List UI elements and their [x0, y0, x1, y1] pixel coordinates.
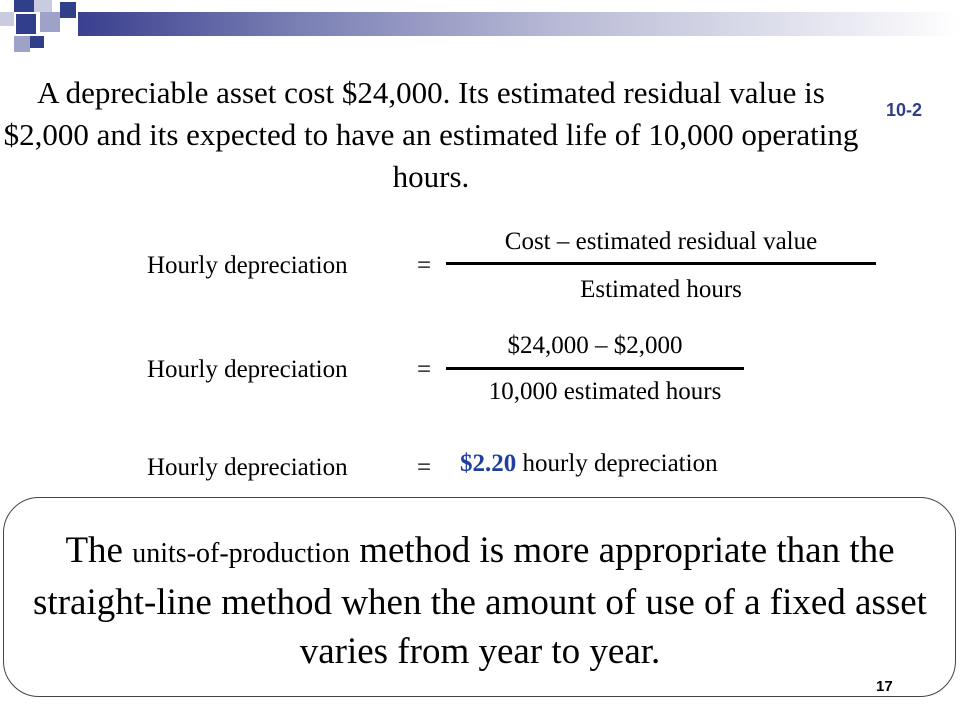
- page-number: 17: [876, 678, 893, 695]
- decor-square: [14, 36, 30, 52]
- formula-fraction-bar: [446, 262, 876, 265]
- decor-square: [16, 14, 36, 34]
- result-amount: $2.20: [460, 450, 517, 477]
- result-suffix: hourly depreciation: [516, 450, 718, 477]
- calculation-fraction-bar: [446, 367, 744, 370]
- slide-id: 10-2: [886, 100, 923, 120]
- formula-numerator: Cost – estimated residual value: [504, 228, 818, 255]
- note-rest: method is more appropriate than the straight-line method when the amount of use of a fixed asset varies from year to year.: [33, 530, 927, 672]
- decor-square: [34, 0, 52, 12]
- header-decoration: [0, 0, 960, 60]
- result-value: [460, 450, 718, 478]
- calculation-equals: =: [417, 356, 432, 383]
- formula-denominator: Estimated hours: [580, 276, 742, 303]
- decor-square: [0, 12, 14, 26]
- decor-square: [40, 12, 60, 32]
- decor-square: [30, 36, 44, 48]
- calculation-label: Hourly depreciation: [147, 356, 348, 383]
- calculation-denominator: 10,000 estimated hours: [488, 378, 722, 405]
- formula-equals: =: [417, 252, 432, 279]
- formula-label: Hourly depreciation: [147, 252, 348, 279]
- decor-square: [14, 0, 34, 12]
- note-text: [10, 526, 950, 676]
- header-gradient-band: [78, 12, 960, 36]
- note-term: units-of-production: [132, 538, 350, 569]
- result-equals: =: [417, 454, 432, 481]
- decor-square: [60, 2, 76, 18]
- note-lead: The: [65, 530, 133, 571]
- intro-text: A depreciable asset cost $24,000. Its estimated residual value is $2,000 and its expected to have an estimated life of 10,000 operating hours.: [3, 75, 859, 194]
- result-label: Hourly depreciation: [147, 454, 348, 481]
- calculation-numerator: $24,000 – $2,000: [507, 332, 683, 359]
